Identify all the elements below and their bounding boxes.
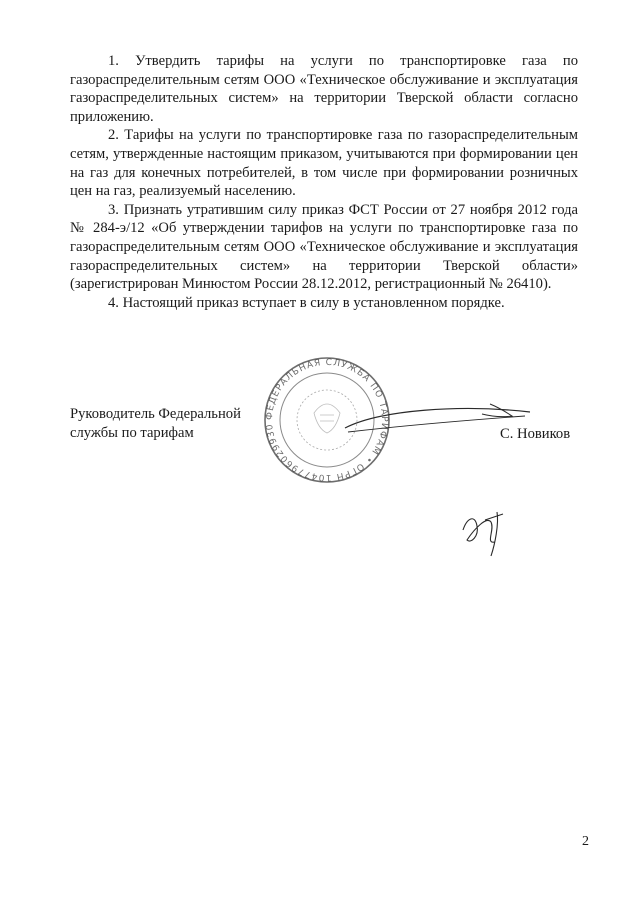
paragraph-3: 3. Признать утратившим силу приказ ФСТ России от 27 ноября 2012 года № 284-э/12 «Об утверждении тарифов на услуги по транспортировке газа по газораспределительным сетям ООО «Техническое обслуживание и эксплуатация газораспределительных систем» на территории Тверской области» (зарегистрирован Минюстом России 28.12.2012, регистрационный № 26410). [70,201,578,293]
signatory-title-line-1: Руководитель Федеральной [70,406,241,422]
signatory-title-line-2: службы по тарифам [70,425,194,441]
paragraph-1: 1. Утвердить тарифы на услуги по транспортировке газа по газораспределительным сетям ООО «Техническое обслуживание и эксплуатация газораспределительных систем» на территории Тверской области согласно приложению. [70,53,578,125]
handwritten-initials [455,500,515,560]
page-number: 2 [582,834,589,849]
paragraph-2: 2. Тарифы на услуги по транспортировке газа по газораспределительным сетям, утвержденные настоящим приказом, учитываются при формировании цен на газ для конечных потребителей, в том числе при формировании розничных цен на газ, реализуемый населению. [70,127,578,200]
signatory-title [70,405,241,443]
seal-text: ФЕДЕРАЛЬНАЯ СЛУЖБА ПО ТАРИФАМ • ОГРН 1047796029930 [264,357,390,483]
order-body [70,52,578,312]
signatory-name: С. Новиков [500,426,571,442]
paragraph-4: 4. Настоящий приказ вступает в силу в установленном порядке. [108,294,505,311]
